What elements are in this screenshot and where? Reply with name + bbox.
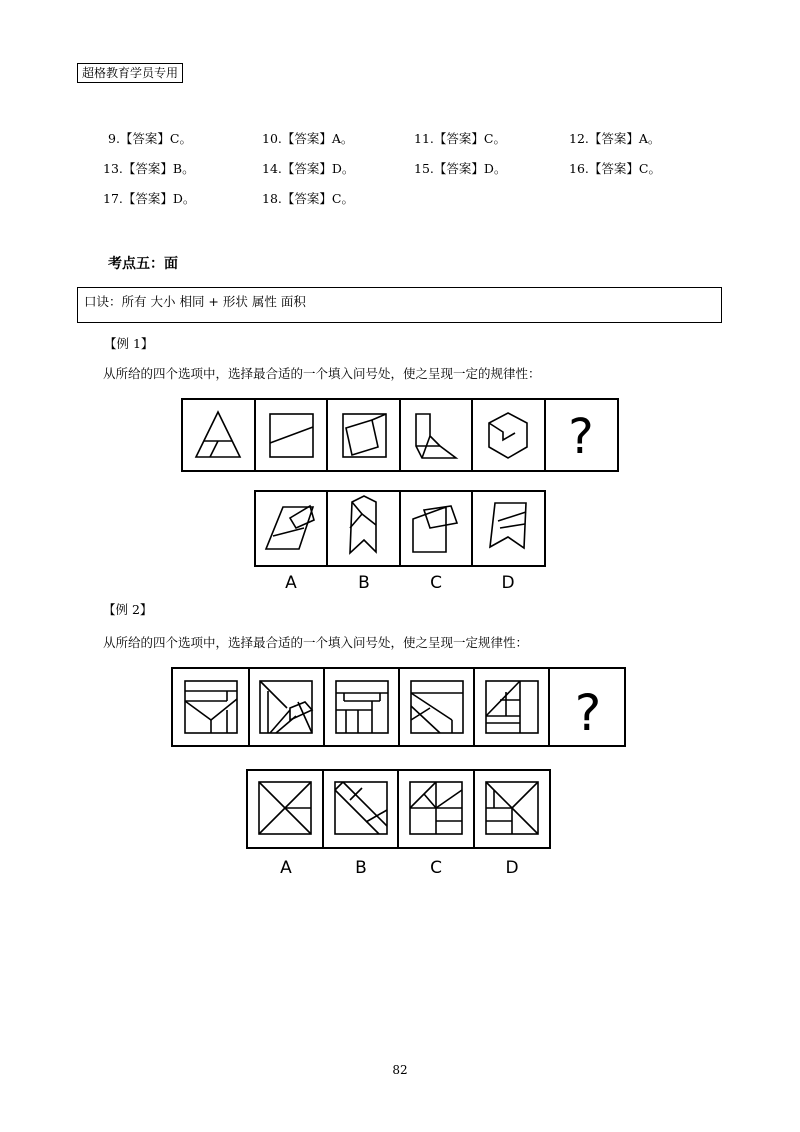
ex2-figure-3: [336, 681, 388, 733]
example-1-question: 从所给的四个选项中，选择最合适的一个填入问号处，使之呈现一定的规律性：: [103, 366, 541, 381]
example-1-label: 【例 1】: [104, 336, 154, 351]
ex2-option-b-letter: B: [355, 858, 367, 878]
ex2-figure-5: [486, 681, 538, 733]
ex2-figure-2: [260, 681, 312, 733]
mnemonic-text: 口诀：所有 大小 相同 + 形状 属性 面积: [84, 294, 306, 309]
ex1-option-d-letter: D: [501, 573, 515, 593]
ex1-option-a-letter: A: [285, 573, 297, 593]
ex1-option-c: [413, 506, 457, 552]
ex1-question-mark: ?: [568, 409, 594, 465]
ex2-figure-1: [185, 681, 237, 733]
answer-12: 12.【答案】A。: [569, 131, 661, 146]
ex2-option-b: [335, 782, 387, 834]
example-2-label: 【例 2】: [103, 602, 153, 617]
ex2-option-d: [486, 782, 538, 834]
ex2-question-mark: ?: [574, 684, 602, 742]
answer-11: 11.【答案】C。: [414, 131, 506, 146]
example-2-question-row: [172, 668, 625, 746]
ex1-option-a: [266, 506, 314, 549]
answer-9: 9.【答案】C。: [108, 131, 192, 146]
ex1-figure-4: [416, 414, 456, 458]
ex1-option-b-letter: B: [358, 573, 370, 593]
header-tag: 超格教育学员专用: [77, 63, 183, 83]
example-1-question-row: [182, 399, 618, 471]
answer-16: 16.【答案】C。: [569, 161, 661, 176]
answer-13: 13.【答案】B。: [103, 161, 195, 176]
ex2-figure-4: [411, 681, 463, 733]
answer-18: 18.【答案】C。: [262, 191, 354, 206]
ex1-figure-3: [343, 414, 386, 457]
ex2-option-a: [259, 782, 311, 834]
example-2-question: 从所给的四个选项中，选择最合适的一个填入问号处，使之呈现一定规律性：: [103, 635, 529, 650]
answer-14: 14.【答案】D。: [262, 161, 355, 176]
ex2-option-c: [410, 782, 462, 834]
answer-17: 17.【答案】D。: [103, 191, 196, 206]
ex2-option-c-letter: C: [430, 858, 442, 878]
ex1-option-d: [490, 503, 526, 548]
answer-10: 10.【答案】A。: [262, 131, 354, 146]
ex1-option-c-letter: C: [430, 573, 442, 593]
ex2-option-a-letter: A: [280, 858, 292, 878]
ex1-figure-5: [489, 413, 527, 458]
ex1-option-b: [350, 496, 376, 553]
ex2-option-d-letter: D: [505, 858, 519, 878]
page-number: 82: [392, 1063, 408, 1077]
example-1-options-row: [255, 491, 545, 566]
answer-15: 15.【答案】D。: [414, 161, 507, 176]
example-2-options-row: [247, 770, 550, 848]
section-title: 考点五：面: [108, 256, 178, 272]
ex1-figure-1: [196, 412, 240, 457]
ex1-figure-2: [270, 414, 313, 457]
